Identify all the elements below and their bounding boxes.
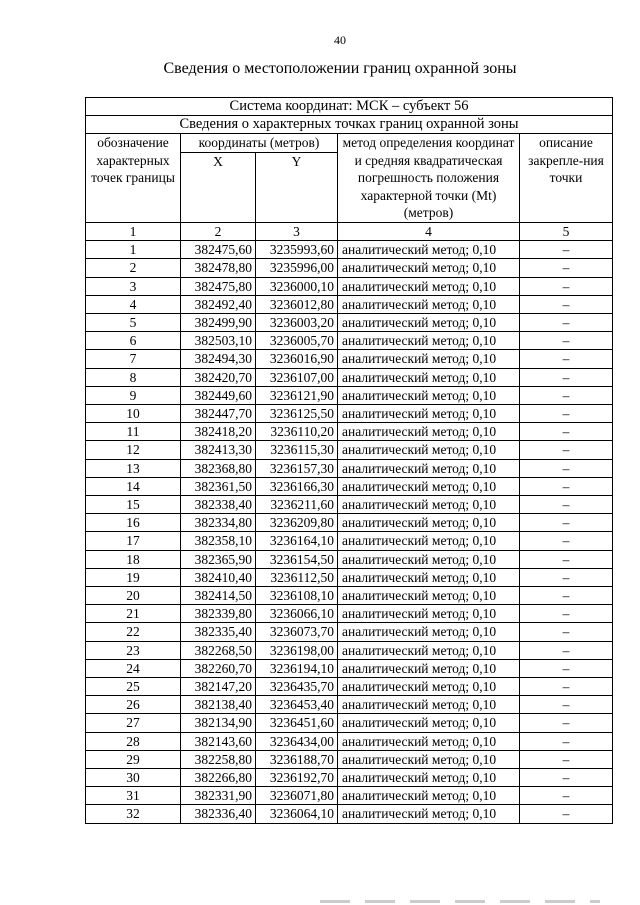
table-row bbox=[86, 368, 613, 386]
point-number: 14 bbox=[86, 477, 181, 495]
coord-x: 382365,90 bbox=[181, 550, 256, 568]
table-row bbox=[86, 787, 613, 805]
table-row bbox=[86, 805, 613, 823]
point-number: 4 bbox=[86, 295, 181, 313]
coord-x: 382334,80 bbox=[181, 514, 256, 532]
method-cell: аналитический метод; 0,10 bbox=[338, 313, 520, 331]
coord-x: 382499,90 bbox=[181, 313, 256, 331]
coord-y: 3236125,50 bbox=[256, 404, 338, 422]
coord-x: 382361,50 bbox=[181, 477, 256, 495]
coord-y: 3236188,70 bbox=[256, 750, 338, 768]
table-row bbox=[86, 605, 613, 623]
point-number: 1 bbox=[86, 241, 181, 259]
method-cell: аналитический метод; 0,10 bbox=[338, 459, 520, 477]
description-cell: – bbox=[520, 586, 613, 604]
coord-x: 382339,80 bbox=[181, 605, 256, 623]
section-row bbox=[86, 116, 613, 134]
table-row bbox=[86, 241, 613, 259]
coordinates-table bbox=[85, 97, 613, 824]
coord-x: 382335,40 bbox=[181, 623, 256, 641]
method-cell: аналитический метод; 0,10 bbox=[338, 441, 520, 459]
coord-x: 382266,80 bbox=[181, 769, 256, 787]
point-number: 24 bbox=[86, 659, 181, 677]
description-cell: – bbox=[520, 714, 613, 732]
coord-x: 382492,40 bbox=[181, 295, 256, 313]
table-row bbox=[86, 313, 613, 331]
point-number: 18 bbox=[86, 550, 181, 568]
point-number: 2 bbox=[86, 259, 181, 277]
scan-artifact bbox=[320, 900, 600, 903]
description-cell: – bbox=[520, 514, 613, 532]
column-number-row bbox=[86, 222, 613, 240]
method-cell: аналитический метод; 0,10 bbox=[338, 769, 520, 787]
coord-y: 3236110,20 bbox=[256, 423, 338, 441]
description-cell: – bbox=[520, 805, 613, 823]
method-cell: аналитический метод; 0,10 bbox=[338, 732, 520, 750]
table-row bbox=[86, 532, 613, 550]
method-cell: аналитический метод; 0,10 bbox=[338, 714, 520, 732]
method-cell: аналитический метод; 0,10 bbox=[338, 696, 520, 714]
description-cell: – bbox=[520, 696, 613, 714]
table-row bbox=[86, 423, 613, 441]
point-number: 21 bbox=[86, 605, 181, 623]
col-number-2: 2 bbox=[181, 222, 256, 240]
coord-y: 3236194,10 bbox=[256, 659, 338, 677]
method-cell: аналитический метод; 0,10 bbox=[338, 368, 520, 386]
method-cell: аналитический метод; 0,10 bbox=[338, 477, 520, 495]
coord-x: 382418,20 bbox=[181, 423, 256, 441]
point-number: 29 bbox=[86, 750, 181, 768]
coord-y: 3236115,30 bbox=[256, 441, 338, 459]
point-number: 10 bbox=[86, 404, 181, 422]
coord-y: 3236211,60 bbox=[256, 495, 338, 513]
description-cell: – bbox=[520, 332, 613, 350]
coord-x: 382475,60 bbox=[181, 241, 256, 259]
point-number: 32 bbox=[86, 805, 181, 823]
description-cell: – bbox=[520, 659, 613, 677]
coord-y: 3235993,60 bbox=[256, 241, 338, 259]
point-number: 31 bbox=[86, 787, 181, 805]
coord-x: 382338,40 bbox=[181, 495, 256, 513]
method-cell: аналитический метод; 0,10 bbox=[338, 677, 520, 695]
system-row bbox=[86, 98, 613, 116]
point-number: 19 bbox=[86, 568, 181, 586]
coord-x: 382143,60 bbox=[181, 732, 256, 750]
coord-y: 3236121,90 bbox=[256, 386, 338, 404]
coord-x: 382258,80 bbox=[181, 750, 256, 768]
header-method: метод определения координат и средняя квадратическая погрешность положения характерной точки (Mt) (метров) bbox=[338, 134, 520, 223]
description-cell: – bbox=[520, 532, 613, 550]
method-cell: аналитический метод; 0,10 bbox=[338, 386, 520, 404]
description-cell: – bbox=[520, 769, 613, 787]
point-number: 9 bbox=[86, 386, 181, 404]
coord-x: 382410,40 bbox=[181, 568, 256, 586]
coord-x: 382503,10 bbox=[181, 332, 256, 350]
coord-y: 3236164,10 bbox=[256, 532, 338, 550]
description-cell: – bbox=[520, 495, 613, 513]
coord-y: 3236003,20 bbox=[256, 313, 338, 331]
method-cell: аналитический метод; 0,10 bbox=[338, 623, 520, 641]
table-row bbox=[86, 750, 613, 768]
coord-x: 382336,40 bbox=[181, 805, 256, 823]
coord-y: 3236000,10 bbox=[256, 277, 338, 295]
table-row bbox=[86, 259, 613, 277]
section-label: Сведения о характерных точках границ охранной зоны bbox=[86, 116, 613, 134]
table-row bbox=[86, 677, 613, 695]
table-row bbox=[86, 495, 613, 513]
table-row bbox=[86, 568, 613, 586]
point-number: 13 bbox=[86, 459, 181, 477]
table-row bbox=[86, 696, 613, 714]
coord-y: 3236192,70 bbox=[256, 769, 338, 787]
coord-x: 382138,40 bbox=[181, 696, 256, 714]
description-cell: – bbox=[520, 459, 613, 477]
method-cell: аналитический метод; 0,10 bbox=[338, 641, 520, 659]
coord-x: 382134,90 bbox=[181, 714, 256, 732]
coord-x: 382413,30 bbox=[181, 441, 256, 459]
coord-y: 3236166,30 bbox=[256, 477, 338, 495]
table-row bbox=[86, 514, 613, 532]
table-row bbox=[86, 477, 613, 495]
coord-x: 382478,80 bbox=[181, 259, 256, 277]
method-cell: аналитический метод; 0,10 bbox=[338, 805, 520, 823]
point-number: 22 bbox=[86, 623, 181, 641]
header-point-designation: обозначение характерных точек границы bbox=[86, 134, 181, 223]
description-cell: – bbox=[520, 568, 613, 586]
point-number: 23 bbox=[86, 641, 181, 659]
description-cell: – bbox=[520, 787, 613, 805]
description-cell: – bbox=[520, 423, 613, 441]
method-cell: аналитический метод; 0,10 bbox=[338, 404, 520, 422]
method-cell: аналитический метод; 0,10 bbox=[338, 605, 520, 623]
description-cell: – bbox=[520, 295, 613, 313]
description-cell: – bbox=[520, 605, 613, 623]
point-number: 11 bbox=[86, 423, 181, 441]
coord-x: 382358,10 bbox=[181, 532, 256, 550]
description-cell: – bbox=[520, 641, 613, 659]
coord-y: 3235996,00 bbox=[256, 259, 338, 277]
method-cell: аналитический метод; 0,10 bbox=[338, 750, 520, 768]
table-row bbox=[86, 459, 613, 477]
coord-y: 3236157,30 bbox=[256, 459, 338, 477]
col-number-4: 4 bbox=[338, 222, 520, 240]
method-cell: аналитический метод; 0,10 bbox=[338, 787, 520, 805]
coord-x: 382368,80 bbox=[181, 459, 256, 477]
coord-y: 3236016,90 bbox=[256, 350, 338, 368]
table-row bbox=[86, 404, 613, 422]
description-cell: – bbox=[520, 259, 613, 277]
point-number: 16 bbox=[86, 514, 181, 532]
point-number: 3 bbox=[86, 277, 181, 295]
table-row bbox=[86, 277, 613, 295]
coord-y: 3236453,40 bbox=[256, 696, 338, 714]
document-title: Сведения о местоположении границ охранной зоны bbox=[163, 60, 517, 77]
coord-y: 3236073,70 bbox=[256, 623, 338, 641]
point-number: 20 bbox=[86, 586, 181, 604]
method-cell: аналитический метод; 0,10 bbox=[338, 586, 520, 604]
table-row bbox=[86, 769, 613, 787]
method-cell: аналитический метод; 0,10 bbox=[338, 295, 520, 313]
table-row bbox=[86, 641, 613, 659]
method-cell: аналитический метод; 0,10 bbox=[338, 423, 520, 441]
coord-x: 382260,70 bbox=[181, 659, 256, 677]
point-number: 15 bbox=[86, 495, 181, 513]
header-coordinates: координаты (метров) bbox=[181, 134, 338, 153]
coord-y: 3236434,00 bbox=[256, 732, 338, 750]
table-row bbox=[86, 714, 613, 732]
coord-x: 382449,60 bbox=[181, 386, 256, 404]
point-number: 26 bbox=[86, 696, 181, 714]
description-cell: – bbox=[520, 313, 613, 331]
table-row bbox=[86, 332, 613, 350]
coord-y: 3236154,50 bbox=[256, 550, 338, 568]
coord-x: 382420,70 bbox=[181, 368, 256, 386]
point-number: 27 bbox=[86, 714, 181, 732]
point-number: 17 bbox=[86, 532, 181, 550]
description-cell: – bbox=[520, 441, 613, 459]
description-cell: – bbox=[520, 677, 613, 695]
point-number: 8 bbox=[86, 368, 181, 386]
point-number: 25 bbox=[86, 677, 181, 695]
coord-x: 382447,70 bbox=[181, 404, 256, 422]
method-cell: аналитический метод; 0,10 bbox=[338, 277, 520, 295]
table-row bbox=[86, 550, 613, 568]
coord-y: 3236012,80 bbox=[256, 295, 338, 313]
coord-y: 3236066,10 bbox=[256, 605, 338, 623]
table-row bbox=[86, 350, 613, 368]
coord-x: 382494,30 bbox=[181, 350, 256, 368]
coord-y: 3236071,80 bbox=[256, 787, 338, 805]
col-number-5: 5 bbox=[520, 222, 613, 240]
table-row bbox=[86, 295, 613, 313]
method-cell: аналитический метод; 0,10 bbox=[338, 259, 520, 277]
coord-x: 382414,50 bbox=[181, 586, 256, 604]
method-cell: аналитический метод; 0,10 bbox=[338, 332, 520, 350]
description-cell: – bbox=[520, 623, 613, 641]
point-number: 30 bbox=[86, 769, 181, 787]
method-cell: аналитический метод; 0,10 bbox=[338, 568, 520, 586]
coordinate-system-label: Система координат: МСК – субъект 56 bbox=[86, 98, 613, 116]
description-cell: – bbox=[520, 750, 613, 768]
description-cell: – bbox=[520, 404, 613, 422]
method-cell: аналитический метод; 0,10 bbox=[338, 495, 520, 513]
method-cell: аналитический метод; 0,10 bbox=[338, 514, 520, 532]
table-row bbox=[86, 386, 613, 404]
header-description: описание закрепле-ния точки bbox=[520, 134, 613, 223]
table-row bbox=[86, 441, 613, 459]
point-number: 5 bbox=[86, 313, 181, 331]
page-number: 40 bbox=[334, 33, 346, 47]
description-cell: – bbox=[520, 386, 613, 404]
coord-y: 3236209,80 bbox=[256, 514, 338, 532]
description-cell: – bbox=[520, 732, 613, 750]
coord-x: 382475,80 bbox=[181, 277, 256, 295]
method-cell: аналитический метод; 0,10 bbox=[338, 659, 520, 677]
header-row-1 bbox=[86, 134, 613, 153]
description-cell: – bbox=[520, 277, 613, 295]
description-cell: – bbox=[520, 477, 613, 495]
coord-x: 382147,20 bbox=[181, 677, 256, 695]
method-cell: аналитический метод; 0,10 bbox=[338, 532, 520, 550]
table-row bbox=[86, 732, 613, 750]
table-row bbox=[86, 623, 613, 641]
coord-y: 3236112,50 bbox=[256, 568, 338, 586]
coord-y: 3236107,00 bbox=[256, 368, 338, 386]
coord-y: 3236108,10 bbox=[256, 586, 338, 604]
method-cell: аналитический метод; 0,10 bbox=[338, 241, 520, 259]
coord-x: 382268,50 bbox=[181, 641, 256, 659]
coord-y: 3236451,60 bbox=[256, 714, 338, 732]
coord-y: 3236064,10 bbox=[256, 805, 338, 823]
point-number: 12 bbox=[86, 441, 181, 459]
header-x: X bbox=[181, 152, 256, 222]
coord-x: 382331,90 bbox=[181, 787, 256, 805]
method-cell: аналитический метод; 0,10 bbox=[338, 550, 520, 568]
col-number-3: 3 bbox=[256, 222, 338, 240]
description-cell: – bbox=[520, 241, 613, 259]
col-number-1: 1 bbox=[86, 222, 181, 240]
point-number: 28 bbox=[86, 732, 181, 750]
point-number: 7 bbox=[86, 350, 181, 368]
coord-y: 3236435,70 bbox=[256, 677, 338, 695]
coord-y: 3236198,00 bbox=[256, 641, 338, 659]
description-cell: – bbox=[520, 550, 613, 568]
table-row bbox=[86, 659, 613, 677]
table-row bbox=[86, 586, 613, 604]
point-number: 6 bbox=[86, 332, 181, 350]
description-cell: – bbox=[520, 350, 613, 368]
header-y: Y bbox=[256, 152, 338, 222]
description-cell: – bbox=[520, 368, 613, 386]
coord-y: 3236005,70 bbox=[256, 332, 338, 350]
method-cell: аналитический метод; 0,10 bbox=[338, 350, 520, 368]
